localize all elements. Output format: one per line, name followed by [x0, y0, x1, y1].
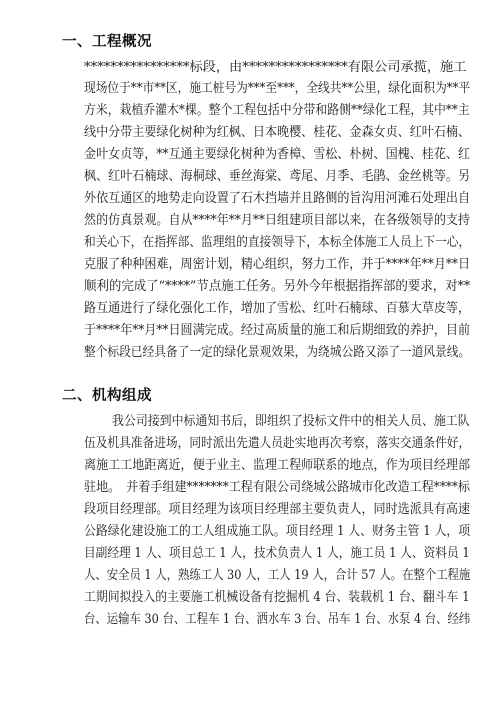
paragraph-line: 公路绿化建设施工的工人组成施工队。项目经理 1 人、财务主管 1 人，项	[84, 524, 471, 539]
paragraph-line: 人、安全员 1 人，熟练工人 30 人，工人 19 人，合计 57 人。在整个工程施	[84, 568, 471, 583]
paragraph-line: 整个标段已经具备了一定的绿化景观效果，为绕城公路又添了一道风景线。	[84, 345, 471, 360]
paragraph-line: 离施工工地距离近，便于业主、监理工程师联系的地点，作为项目经理部	[84, 458, 471, 473]
paragraph-line: 台、运输车 30 台、工程车 1 台、洒水车 3 台、吊车 1 台、水泵 4 台、经纬	[84, 612, 471, 627]
paragraph-line: 现场位于**市**区，施工桩号为***至***，全线共**公里，绿化面积为**平	[84, 81, 471, 96]
paragraph-line: 工期间拟投入的主要施工机械设备有挖掘机 4 台、装载机 1 台、翻斗车 1	[84, 590, 470, 605]
paragraph-line: 和关心下，在指挥部、监理组的直接领导下，本标全体施工人员上下一心，	[84, 235, 471, 250]
paragraph-line: 克服了种种困难，周密计划，精心组织，努力工作，并于****年**月**日	[84, 257, 471, 272]
paragraph-line: 然的仿真景观。自从****年**月**日组建项目部以来，在各级领导的支持	[84, 213, 471, 228]
paragraph-line: ****************标段，由****************有限公司承揽，施工	[84, 60, 467, 75]
paragraph-line: 线中分带主要绿化树种为红枫、日本晚樱、桂花、金森女贞、红叶石楠、	[84, 125, 471, 140]
paragraph-line: 目副经理 1 人、项目总工 1 人，技术负责人 1 人，施工员 1 人、资料员 1	[84, 546, 470, 561]
paragraph-line: 路互通进行了绿化强化工作，增加了雪松、红叶石楠球、百慕大草皮等，	[84, 301, 471, 316]
paragraph-line: 我公司接到中标通知书后，即组织了投标文件中的相关人员、施工队	[112, 414, 470, 429]
section-heading-overview: 一、工程概况	[62, 34, 152, 50]
paragraph-line: 伍及机具准备进场，同时派出先遣人员赴实地再次考察，落实交通条件好，	[84, 436, 471, 451]
section-heading-organization: 二、机构组成	[62, 388, 152, 404]
paragraph-line: 外依互通区的地势走向设置了石木挡墙并且路侧的旨沟用河滩石处理出自	[84, 191, 471, 206]
paragraph-line: 于****年**月**日圆满完成。经过高质量的施工和后期细致的养护，目前	[84, 323, 471, 338]
paragraph-line: 金叶女贞等，**互通主要绿化树种为香樟、雪松、朴树、国槐、桂花、红	[84, 147, 471, 162]
paragraph-line: 方米，栽植乔灌木*棵。整个工程包括中分带和路侧**绿化工程，其中**主	[84, 103, 470, 118]
paragraph-line: 段项目经理部。项目经理为该项目经理部主要负责人，同时选派具有高速	[84, 502, 471, 517]
paragraph-line: 顺利的完成了“****”节点施工任务。另外今年根据指挥部的要求，对**	[84, 279, 471, 294]
paragraph-line: 驻地。 并着手组建*******工程有限公司绕城公路城市化改造工程****标	[84, 480, 471, 495]
paragraph-line: 枫、红叶石楠球、海桐球、垂丝海棠、鸢尾、月季、毛鹃、金丝桃等。另	[84, 169, 471, 184]
